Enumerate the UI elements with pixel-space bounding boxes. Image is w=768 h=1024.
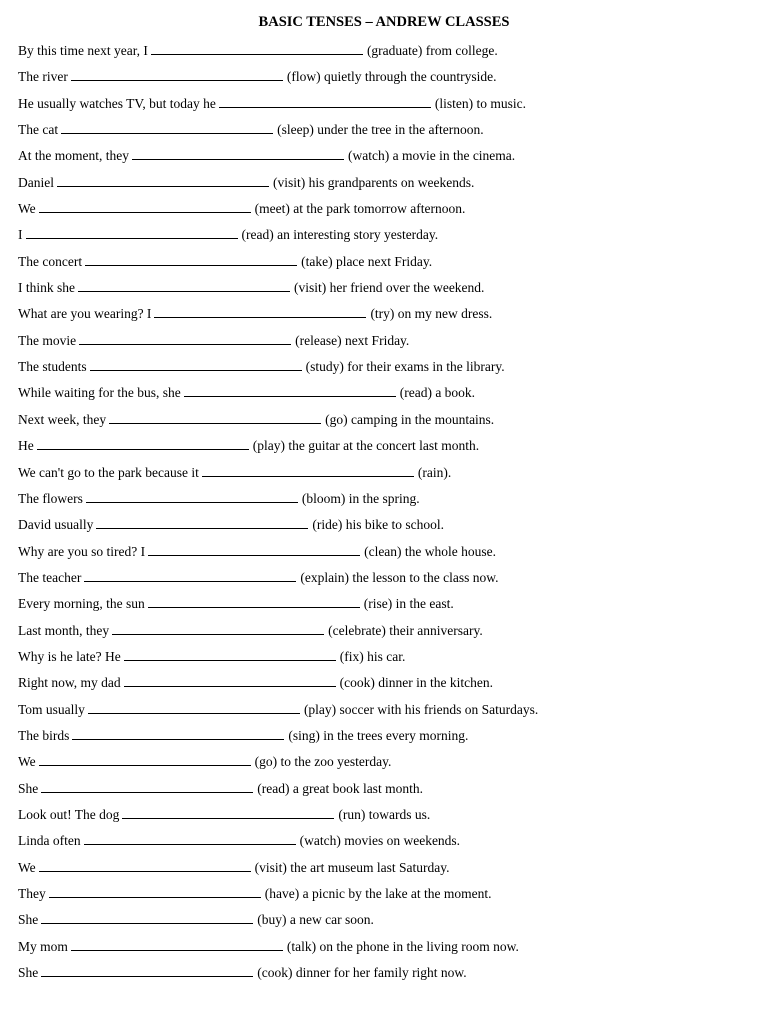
sentence-end: (watch) movies on weekends. bbox=[299, 833, 461, 849]
exercise-sentence bbox=[18, 670, 538, 696]
answer-blank[interactable] bbox=[37, 437, 249, 450]
exercise-sentence bbox=[18, 565, 538, 591]
sentence-start: My mom bbox=[18, 938, 68, 954]
answer-blank[interactable] bbox=[124, 674, 336, 687]
answer-blank[interactable] bbox=[124, 648, 336, 661]
exercise-sentence bbox=[18, 749, 538, 775]
answer-blank[interactable] bbox=[219, 95, 431, 108]
sentence-end: (read) a great book last month. bbox=[257, 780, 423, 796]
sentence-end: (take) place next Friday. bbox=[301, 253, 433, 269]
exercise-sentence bbox=[18, 91, 538, 117]
sentence-start: The teacher bbox=[18, 569, 82, 585]
answer-blank[interactable] bbox=[132, 147, 344, 160]
sentence-end: (run) towards us. bbox=[338, 806, 431, 822]
sentence-start: Why is he late? He bbox=[18, 648, 121, 664]
sentence-start: While waiting for the bus, she bbox=[18, 385, 181, 401]
sentence-start: I bbox=[18, 227, 23, 243]
exercise-sentence bbox=[18, 222, 538, 248]
sentence-start: We bbox=[18, 201, 36, 217]
exercise-sentence bbox=[18, 776, 538, 802]
sentence-end: (play) soccer with his friends on Saturdays. bbox=[303, 701, 539, 717]
sentence-start: Daniel bbox=[18, 174, 54, 190]
sentence-end: (flow) quietly through the countryside. bbox=[286, 69, 497, 85]
sentence-start: What are you wearing? I bbox=[18, 306, 152, 322]
sentence-start: We bbox=[18, 754, 36, 770]
answer-blank[interactable] bbox=[154, 305, 366, 318]
sentence-start: He usually watches TV, but today he bbox=[18, 95, 216, 111]
sentence-start: They bbox=[18, 886, 46, 901]
exercise-sentence bbox=[18, 249, 538, 275]
sentence-end: (rain). bbox=[417, 464, 452, 480]
sentence-start: The river bbox=[18, 69, 68, 85]
sentence-end: (go) to the zoo yesterday. bbox=[254, 754, 392, 770]
sentence-end: (sleep) under the tree in the afternoon. bbox=[277, 122, 484, 138]
answer-blank[interactable] bbox=[184, 384, 396, 397]
exercise-sentence bbox=[18, 723, 538, 749]
sentence-end: (go) camping in the mountains. bbox=[325, 411, 495, 427]
worksheet-title: BASIC TENSES – ANDREW CLASSES bbox=[258, 14, 510, 30]
sentence-start: The birds bbox=[18, 727, 70, 743]
exercise-sentence bbox=[18, 802, 538, 828]
exercise-sentence bbox=[18, 354, 538, 380]
exercise-sentence bbox=[18, 460, 538, 486]
exercise-sentence bbox=[18, 539, 538, 565]
sentence-end: (meet) at the park tomorrow afternoon. bbox=[254, 201, 466, 217]
sentence-start: She bbox=[18, 780, 39, 796]
answer-blank[interactable] bbox=[84, 569, 296, 582]
sentence-start: The cat bbox=[18, 122, 59, 138]
exercise-sentence bbox=[18, 855, 538, 881]
sentence-end: (visit) the art museum last Saturday. bbox=[254, 859, 450, 875]
exercise-sentence bbox=[18, 512, 538, 538]
exercise-sentence bbox=[18, 117, 538, 143]
answer-blank[interactable] bbox=[41, 780, 253, 793]
sentence-start: Why are you so tired? I bbox=[18, 543, 146, 559]
sentence-start: The students bbox=[18, 359, 87, 375]
answer-blank[interactable] bbox=[112, 622, 324, 635]
sentence-end: (sing) in the trees every morning. bbox=[288, 727, 469, 743]
sentence-start: Linda often bbox=[18, 833, 81, 849]
answer-blank[interactable] bbox=[96, 516, 308, 529]
sentence-start: By this time next year, I bbox=[18, 43, 148, 58]
sentence-start: The flowers bbox=[18, 490, 83, 506]
sentence-end: (explain) the lesson to the class now. bbox=[300, 569, 499, 585]
exercise-sentence bbox=[18, 433, 538, 459]
answer-blank[interactable] bbox=[72, 727, 284, 740]
sentence-start: The movie bbox=[18, 332, 77, 348]
sentence-end: (bloom) in the spring. bbox=[301, 490, 420, 506]
exercise-sentence bbox=[18, 591, 538, 617]
sentence-start: At the moment, they bbox=[18, 148, 129, 164]
exercise-sentence bbox=[18, 301, 538, 327]
answer-blank[interactable] bbox=[85, 253, 297, 266]
exercise-sentence bbox=[18, 907, 538, 933]
sentence-end: (cook) dinner in the kitchen. bbox=[339, 675, 493, 691]
answer-blank[interactable] bbox=[109, 411, 321, 424]
sentence-end: (have) a picnic by the lake at the moment. bbox=[264, 886, 492, 901]
exercise-sentence bbox=[18, 644, 538, 670]
exercise-sentence bbox=[18, 143, 538, 169]
sentence-end: (talk) on the phone in the living room now. bbox=[286, 938, 519, 954]
answer-blank[interactable] bbox=[79, 332, 291, 345]
exercise-sentence bbox=[18, 618, 538, 644]
sentence-end: (celebrate) their anniversary. bbox=[328, 622, 483, 638]
exercise-sentence bbox=[18, 275, 538, 301]
answer-blank[interactable] bbox=[88, 701, 300, 714]
sentence-end: (graduate) from college. bbox=[366, 43, 498, 58]
answer-blank[interactable] bbox=[71, 68, 283, 81]
answer-blank[interactable] bbox=[78, 279, 290, 292]
exercise-sentence bbox=[18, 486, 538, 512]
sentence-start: Tom usually bbox=[18, 701, 85, 717]
sentence-start: Every morning, the sun bbox=[18, 596, 145, 612]
sentence-end: (read) an interesting story yesterday. bbox=[241, 227, 439, 243]
sentence-start: Look out! The dog bbox=[18, 806, 120, 822]
sentence-start: I think she bbox=[18, 280, 75, 296]
sentence-end: (visit) her friend over the weekend. bbox=[294, 280, 485, 296]
exercise-sentence bbox=[18, 407, 538, 433]
exercise-sentence bbox=[18, 64, 538, 90]
answer-blank[interactable] bbox=[39, 859, 251, 872]
sentence-end: (play) the guitar at the concert last month. bbox=[252, 438, 480, 454]
answer-blank[interactable] bbox=[84, 832, 296, 845]
sentence-start: David usually bbox=[18, 517, 94, 533]
sentence-end: (rise) in the east. bbox=[363, 596, 454, 612]
sentence-end: (release) next Friday. bbox=[295, 332, 410, 348]
sentence-start: Next week, they bbox=[18, 411, 107, 427]
sentence-end: (visit) his grandparents on weekends. bbox=[273, 174, 475, 190]
sentence-end: (buy) a new car soon. bbox=[257, 912, 374, 928]
answer-blank[interactable] bbox=[39, 753, 251, 766]
answer-blank[interactable] bbox=[148, 543, 360, 556]
sentence-start: She bbox=[18, 912, 39, 928]
sentence-end: (try) on my new dress. bbox=[370, 306, 493, 322]
answer-blank[interactable] bbox=[41, 911, 253, 924]
sentence-end: (listen) to music. bbox=[434, 95, 526, 111]
sentence-end: (ride) his bike to school. bbox=[312, 517, 444, 533]
answer-blank[interactable] bbox=[49, 885, 261, 898]
answer-blank[interactable] bbox=[26, 226, 238, 239]
exercise-sentence bbox=[18, 881, 538, 907]
answer-blank[interactable] bbox=[90, 358, 302, 371]
answer-blank[interactable] bbox=[41, 964, 253, 977]
sentence-start: Last month, they bbox=[18, 622, 110, 638]
answer-blank[interactable] bbox=[39, 200, 251, 213]
exercise-sentence bbox=[18, 196, 538, 222]
sentence-end: (study) for their exams in the library. bbox=[305, 359, 505, 375]
answer-blank[interactable] bbox=[202, 464, 414, 477]
sentence-end: (watch) a movie in the cinema. bbox=[347, 148, 516, 164]
exercise-sentence bbox=[18, 828, 538, 854]
exercise-sentence bbox=[18, 934, 538, 960]
sentence-end: (cook) dinner for her family right now. bbox=[257, 965, 467, 981]
answer-blank[interactable] bbox=[71, 938, 283, 951]
exercise-sentence bbox=[18, 960, 538, 986]
exercise-sentence bbox=[18, 697, 538, 723]
answer-blank[interactable] bbox=[57, 174, 269, 187]
sentence-end: (fix) his car. bbox=[339, 648, 406, 664]
answer-blank[interactable] bbox=[151, 42, 363, 55]
sentence-start: He bbox=[18, 438, 34, 454]
sentence-start: Right now, my dad bbox=[18, 675, 121, 691]
answer-blank[interactable] bbox=[86, 490, 298, 503]
sentence-start: The concert bbox=[18, 253, 83, 269]
answer-blank[interactable] bbox=[61, 121, 273, 134]
exercise-sentence bbox=[18, 170, 538, 196]
sentence-start: She bbox=[18, 965, 39, 981]
sentence-start: We can't go to the park because it bbox=[18, 464, 199, 480]
sentence-start: We bbox=[18, 859, 36, 875]
exercise-sentence bbox=[18, 328, 538, 354]
answer-blank[interactable] bbox=[148, 595, 360, 608]
exercise-sentence bbox=[18, 38, 538, 64]
exercise-sentence bbox=[18, 380, 538, 406]
sentence-end: (read) a book. bbox=[399, 385, 476, 401]
exercise-list bbox=[18, 38, 538, 986]
sentence-end: (clean) the whole house. bbox=[364, 543, 497, 559]
answer-blank[interactable] bbox=[122, 806, 334, 819]
